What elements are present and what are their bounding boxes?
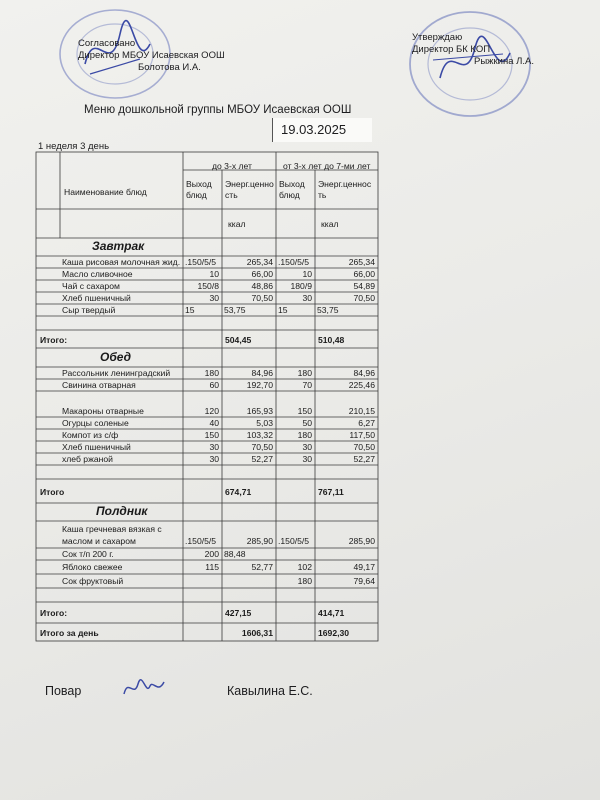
yield-under3: 40 <box>209 418 219 428</box>
dish-name: Сок т/п 200 г. <box>62 549 114 559</box>
dish-name: Макароны отварные <box>62 406 144 416</box>
total-3to7: 414,71 <box>318 608 345 618</box>
dish-name: Хлеб пшеничный <box>62 293 131 303</box>
yield-under3: 15 <box>185 305 195 315</box>
energy-3to7: 53,75 <box>317 305 339 315</box>
group-3to7-header: от 3-х лет до 7-ми лет <box>283 161 371 171</box>
yield-3to7: 180 <box>297 430 312 440</box>
yield-3to7: 10 <box>302 269 312 279</box>
yield-under3: 30 <box>209 442 219 452</box>
yield-under3: 10 <box>209 269 219 279</box>
approval-right-name: Рыжкина Л.А. <box>474 56 535 67</box>
dish-name: Сыр твердый <box>62 305 116 315</box>
yield-3to7: 30 <box>302 442 312 452</box>
total-label: Итого: <box>40 335 68 345</box>
yield-3to7: 102 <box>297 562 312 572</box>
energy-under3: 53,75 <box>224 305 246 315</box>
energy-3to7: 117,50 <box>349 430 375 440</box>
col-unit-2: ккал <box>321 219 339 229</box>
day-total-label: Итого за день <box>40 628 99 638</box>
col-yield-header-2: Выход блюд <box>279 179 305 200</box>
yield-under3: 120 <box>204 406 219 416</box>
group-under3-header: до 3-х лет <box>212 161 252 171</box>
approval-right-position: Директор БК КОП <box>412 44 491 55</box>
energy-3to7: 66,00 <box>353 269 375 279</box>
yield-3to7: 180 <box>297 576 312 586</box>
dish-name: Чай с сахаром <box>62 281 120 291</box>
yield-3to7: 50 <box>302 418 312 428</box>
cook-label: Повар <box>45 684 82 698</box>
total-under3: 427,15 <box>225 608 252 618</box>
total-under3: 504,45 <box>225 335 252 345</box>
energy-under3: 66,00 <box>251 269 273 279</box>
energy-3to7: 49,17 <box>353 562 375 572</box>
dish-name: Рассольник ленинградский <box>62 368 171 378</box>
energy-3to7: 70,50 <box>353 442 375 452</box>
yield-3to7: .150/5/5 <box>278 257 310 267</box>
energy-3to7: 52,27 <box>353 454 375 464</box>
col-name-header: Наименование блюд <box>64 187 147 197</box>
yield-3to7: 30 <box>302 293 312 303</box>
energy-under3: 192,70 <box>246 380 273 390</box>
energy-under3: 52,27 <box>251 454 273 464</box>
day-total-under3: 1606,31 <box>241 628 273 638</box>
approval-left-position: Директор МБОУ Исаевская ООШ <box>78 50 225 61</box>
approval-right <box>412 32 534 68</box>
yield-3to7: 180 <box>297 368 312 378</box>
energy-under3: 5,03 <box>256 418 273 428</box>
yield-under3: 150 <box>204 430 219 440</box>
energy-3to7: 54,89 <box>353 281 375 291</box>
energy-under3: 70,50 <box>251 442 273 452</box>
energy-3to7: 79,64 <box>353 576 375 586</box>
dish-name: Каша гречневая вязкая с <box>62 524 162 534</box>
total-3to7: 510,48 <box>318 335 345 345</box>
total-under3: 674,71 <box>225 487 252 497</box>
yield-3to7: 15 <box>278 305 288 315</box>
yield-3to7: 30 <box>302 454 312 464</box>
yield-3to7: 150 <box>297 406 312 416</box>
energy-3to7: 265,34 <box>348 257 375 267</box>
yield-3to7: 70 <box>302 380 312 390</box>
total-3to7: 767,11 <box>318 487 344 497</box>
energy-under3: 48,86 <box>251 281 273 291</box>
approval-left-name: Болотова И.А. <box>138 62 201 73</box>
yield-under3: 60 <box>209 380 219 390</box>
yield-3to7: .150/5/5 <box>278 536 310 546</box>
energy-3to7: 84,96 <box>353 368 375 378</box>
yield-under3: 200 <box>204 549 219 559</box>
dish-name-continued: маслом и сахаром <box>62 536 136 546</box>
yield-under3: 150/8 <box>197 281 219 291</box>
dish-name: хлеб ржаной <box>62 454 113 464</box>
energy-under3: 52,77 <box>251 562 273 572</box>
energy-under3: 285,90 <box>246 536 273 546</box>
yield-3to7: 180/9 <box>290 281 312 291</box>
total-label: Итого: <box>40 608 68 618</box>
cook-signature <box>120 674 170 702</box>
page-title: Меню дошкольной группы МБОУ Исаевская ООШ <box>84 104 352 116</box>
menu-date: 19.03.2025 <box>272 118 372 142</box>
dish-name: Хлеб пшеничный <box>62 442 131 452</box>
yield-under3: 115 <box>205 562 219 572</box>
yield-under3: .150/5/5 <box>185 257 217 267</box>
dish-name: Масло сливочное <box>62 269 133 279</box>
energy-under3: 88,48 <box>224 549 246 559</box>
dish-name: Огурцы соленые <box>62 418 129 428</box>
dish-name: Каша рисовая молочная жид. <box>62 257 181 267</box>
energy-under3: 165,93 <box>246 406 273 416</box>
section-breakfast: Завтрак <box>92 239 145 253</box>
section-lunch: Обед <box>100 350 132 364</box>
col-unit-1: ккал <box>228 219 246 229</box>
dish-name: Сок фруктовый <box>62 576 124 586</box>
dish-name: Свинина отварная <box>62 380 136 390</box>
energy-3to7: 70,50 <box>353 293 375 303</box>
yield-under3: .150/5/5 <box>185 536 217 546</box>
energy-3to7: 6,27 <box>358 418 375 428</box>
col-yield-header-1: Выход блюд <box>186 179 212 200</box>
energy-3to7: 285,90 <box>348 536 375 546</box>
approval-left-title: Согласовано <box>78 38 136 49</box>
col-energy-header-1: Энерг.ценность <box>225 179 274 200</box>
section-snack: Полдник <box>96 504 148 518</box>
col-energy-header-2: Энерг.ценность <box>318 179 372 200</box>
energy-3to7: 225,46 <box>348 380 375 390</box>
approval-right-title: Утверждаю <box>412 32 463 43</box>
total-label: Итого <box>40 487 65 497</box>
yield-under3: 180 <box>204 368 219 378</box>
week-day-label: 1 неделя 3 день <box>38 141 110 152</box>
energy-under3: 84,96 <box>251 368 273 378</box>
energy-under3: 265,34 <box>246 257 273 267</box>
yield-under3: 30 <box>209 293 219 303</box>
dish-name: Яблоко свежее <box>62 562 123 572</box>
approval-left <box>78 38 225 74</box>
yield-under3: 30 <box>209 454 219 464</box>
day-total-3to7: 1692,30 <box>318 628 350 638</box>
dish-name: Компот из с/ф <box>62 430 119 440</box>
energy-under3: 103,32 <box>246 430 273 440</box>
cook-name: Кавылина Е.С. <box>227 684 313 698</box>
energy-under3: 70,50 <box>251 293 273 303</box>
energy-3to7: 210,15 <box>348 406 375 416</box>
